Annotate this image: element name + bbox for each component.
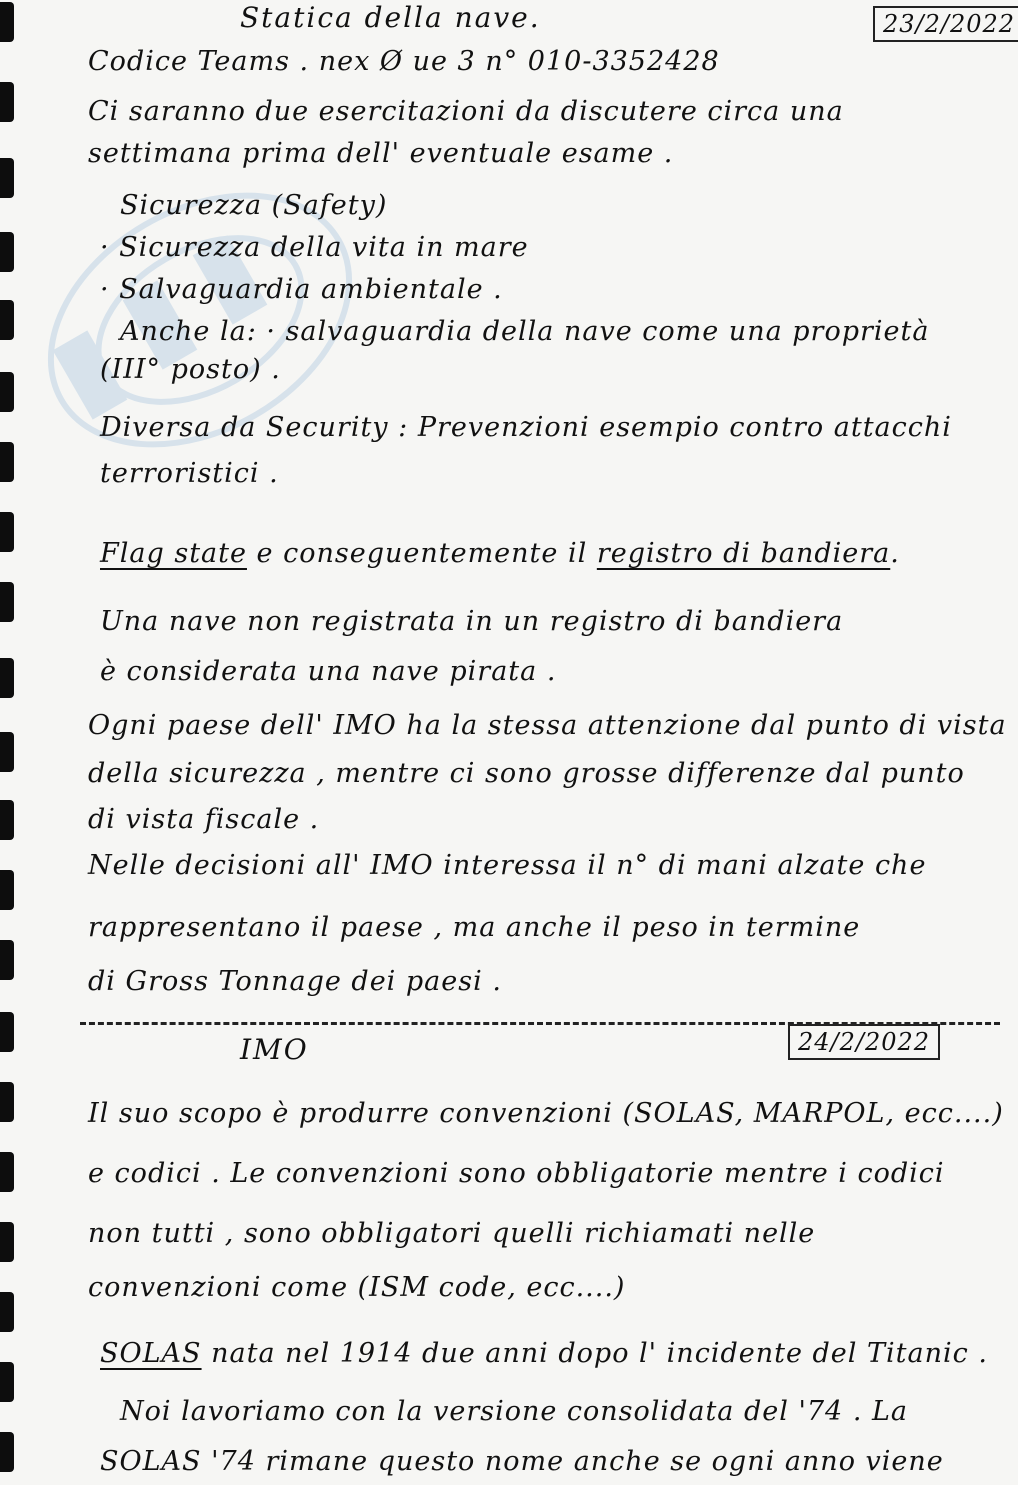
underlined-term: Flag state: [100, 538, 247, 569]
text-line: non tutti , sono obbligatori quelli richiamati nelle: [88, 1218, 816, 1249]
binding-ring: [0, 732, 14, 772]
page-title: Statica della nave.: [240, 1, 541, 34]
underlined-term: registro di bandiera: [596, 538, 891, 569]
binding-ring: [0, 1362, 14, 1402]
text-line: Il suo scopo è produrre convenzioni (SOLAS, MARPOL, ecc....): [88, 1098, 1004, 1129]
binding-ring: [0, 1012, 14, 1052]
text-line: Anche la: · salvaguardia della nave come una proprietà: [120, 316, 930, 347]
text-line: di vista fiscale .: [88, 804, 320, 835]
text-line: rappresentano il paese , ma anche il peso in termine: [88, 912, 861, 943]
bullet-item: · Sicurezza della vita in mare: [100, 232, 529, 263]
text-line: e codici . Le convenzioni sono obbligatorie mentre i codici: [88, 1158, 945, 1189]
text-span: e conseguentemente il: [246, 538, 597, 569]
text-line: [100, 540, 900, 567]
binding-ring: [0, 940, 14, 980]
binding-ring: [0, 870, 14, 910]
binding-ring: [0, 658, 14, 698]
date-box: 24/2/2022: [788, 1024, 940, 1060]
text-line: Noi lavoriamo con la versione consolidata del '74 . La: [120, 1396, 909, 1427]
text-line: di Gross Tonnage dei paesi .: [88, 966, 502, 997]
binding-ring: [0, 300, 14, 340]
section-heading: Sicurezza (Safety): [120, 190, 388, 221]
text-line: (III° posto) .: [100, 354, 281, 385]
text-line: Diversa da Security : Prevenzioni esempio contro attacchi: [100, 412, 952, 443]
date-box: 23/2/2022: [873, 6, 1018, 42]
underlined-term: SOLAS: [100, 1338, 202, 1369]
bullet-item: · Salvaguardia ambientale .: [100, 274, 503, 305]
text-line: è considerata una nave pirata .: [100, 656, 557, 687]
binding-ring: [0, 442, 14, 482]
text-line: Nelle decisioni all' IMO interessa il n° di mani alzate che: [88, 850, 927, 881]
binding-ring: [0, 1222, 14, 1262]
text-span: .: [890, 538, 900, 569]
section-heading: IMO: [240, 1033, 309, 1066]
text-line: settimana prima dell' eventuale esame .: [88, 138, 674, 169]
text-line: della sicurezza , mentre ci sono grosse differenze dal punto: [88, 758, 965, 789]
binding-ring: [0, 158, 14, 198]
notebook-binding: [0, 0, 22, 1485]
text-line: convenzioni come (ISM code, ecc....): [88, 1272, 626, 1303]
binding-ring: [0, 800, 14, 840]
binding-ring: [0, 1152, 14, 1192]
binding-ring: [0, 1292, 14, 1332]
binding-ring: [0, 582, 14, 622]
text-line: Una nave non registrata in un registro di bandiera: [100, 606, 844, 637]
text-line: terroristici .: [100, 458, 279, 489]
text-span: nata nel 1914 due anni dopo l' incidente del Titanic .: [201, 1338, 988, 1369]
text-line: [100, 1340, 988, 1367]
binding-ring: [0, 82, 14, 122]
binding-ring: [0, 1432, 14, 1472]
binding-ring: [0, 372, 14, 412]
text-line: Codice Teams . nex Ø ue 3 n° 010-3352428: [88, 46, 720, 77]
binding-ring: [0, 1082, 14, 1122]
binding-ring: [0, 2, 14, 42]
text-line: Ogni paese dell' IMO ha la stessa attenzione dal punto di vista: [88, 710, 1007, 741]
text-line: Ci saranno due esercitazioni da discutere circa una: [88, 96, 844, 127]
text-line: SOLAS '74 rimane questo nome anche se ogni anno viene: [100, 1446, 944, 1477]
binding-ring: [0, 232, 14, 272]
binding-ring: [0, 512, 14, 552]
